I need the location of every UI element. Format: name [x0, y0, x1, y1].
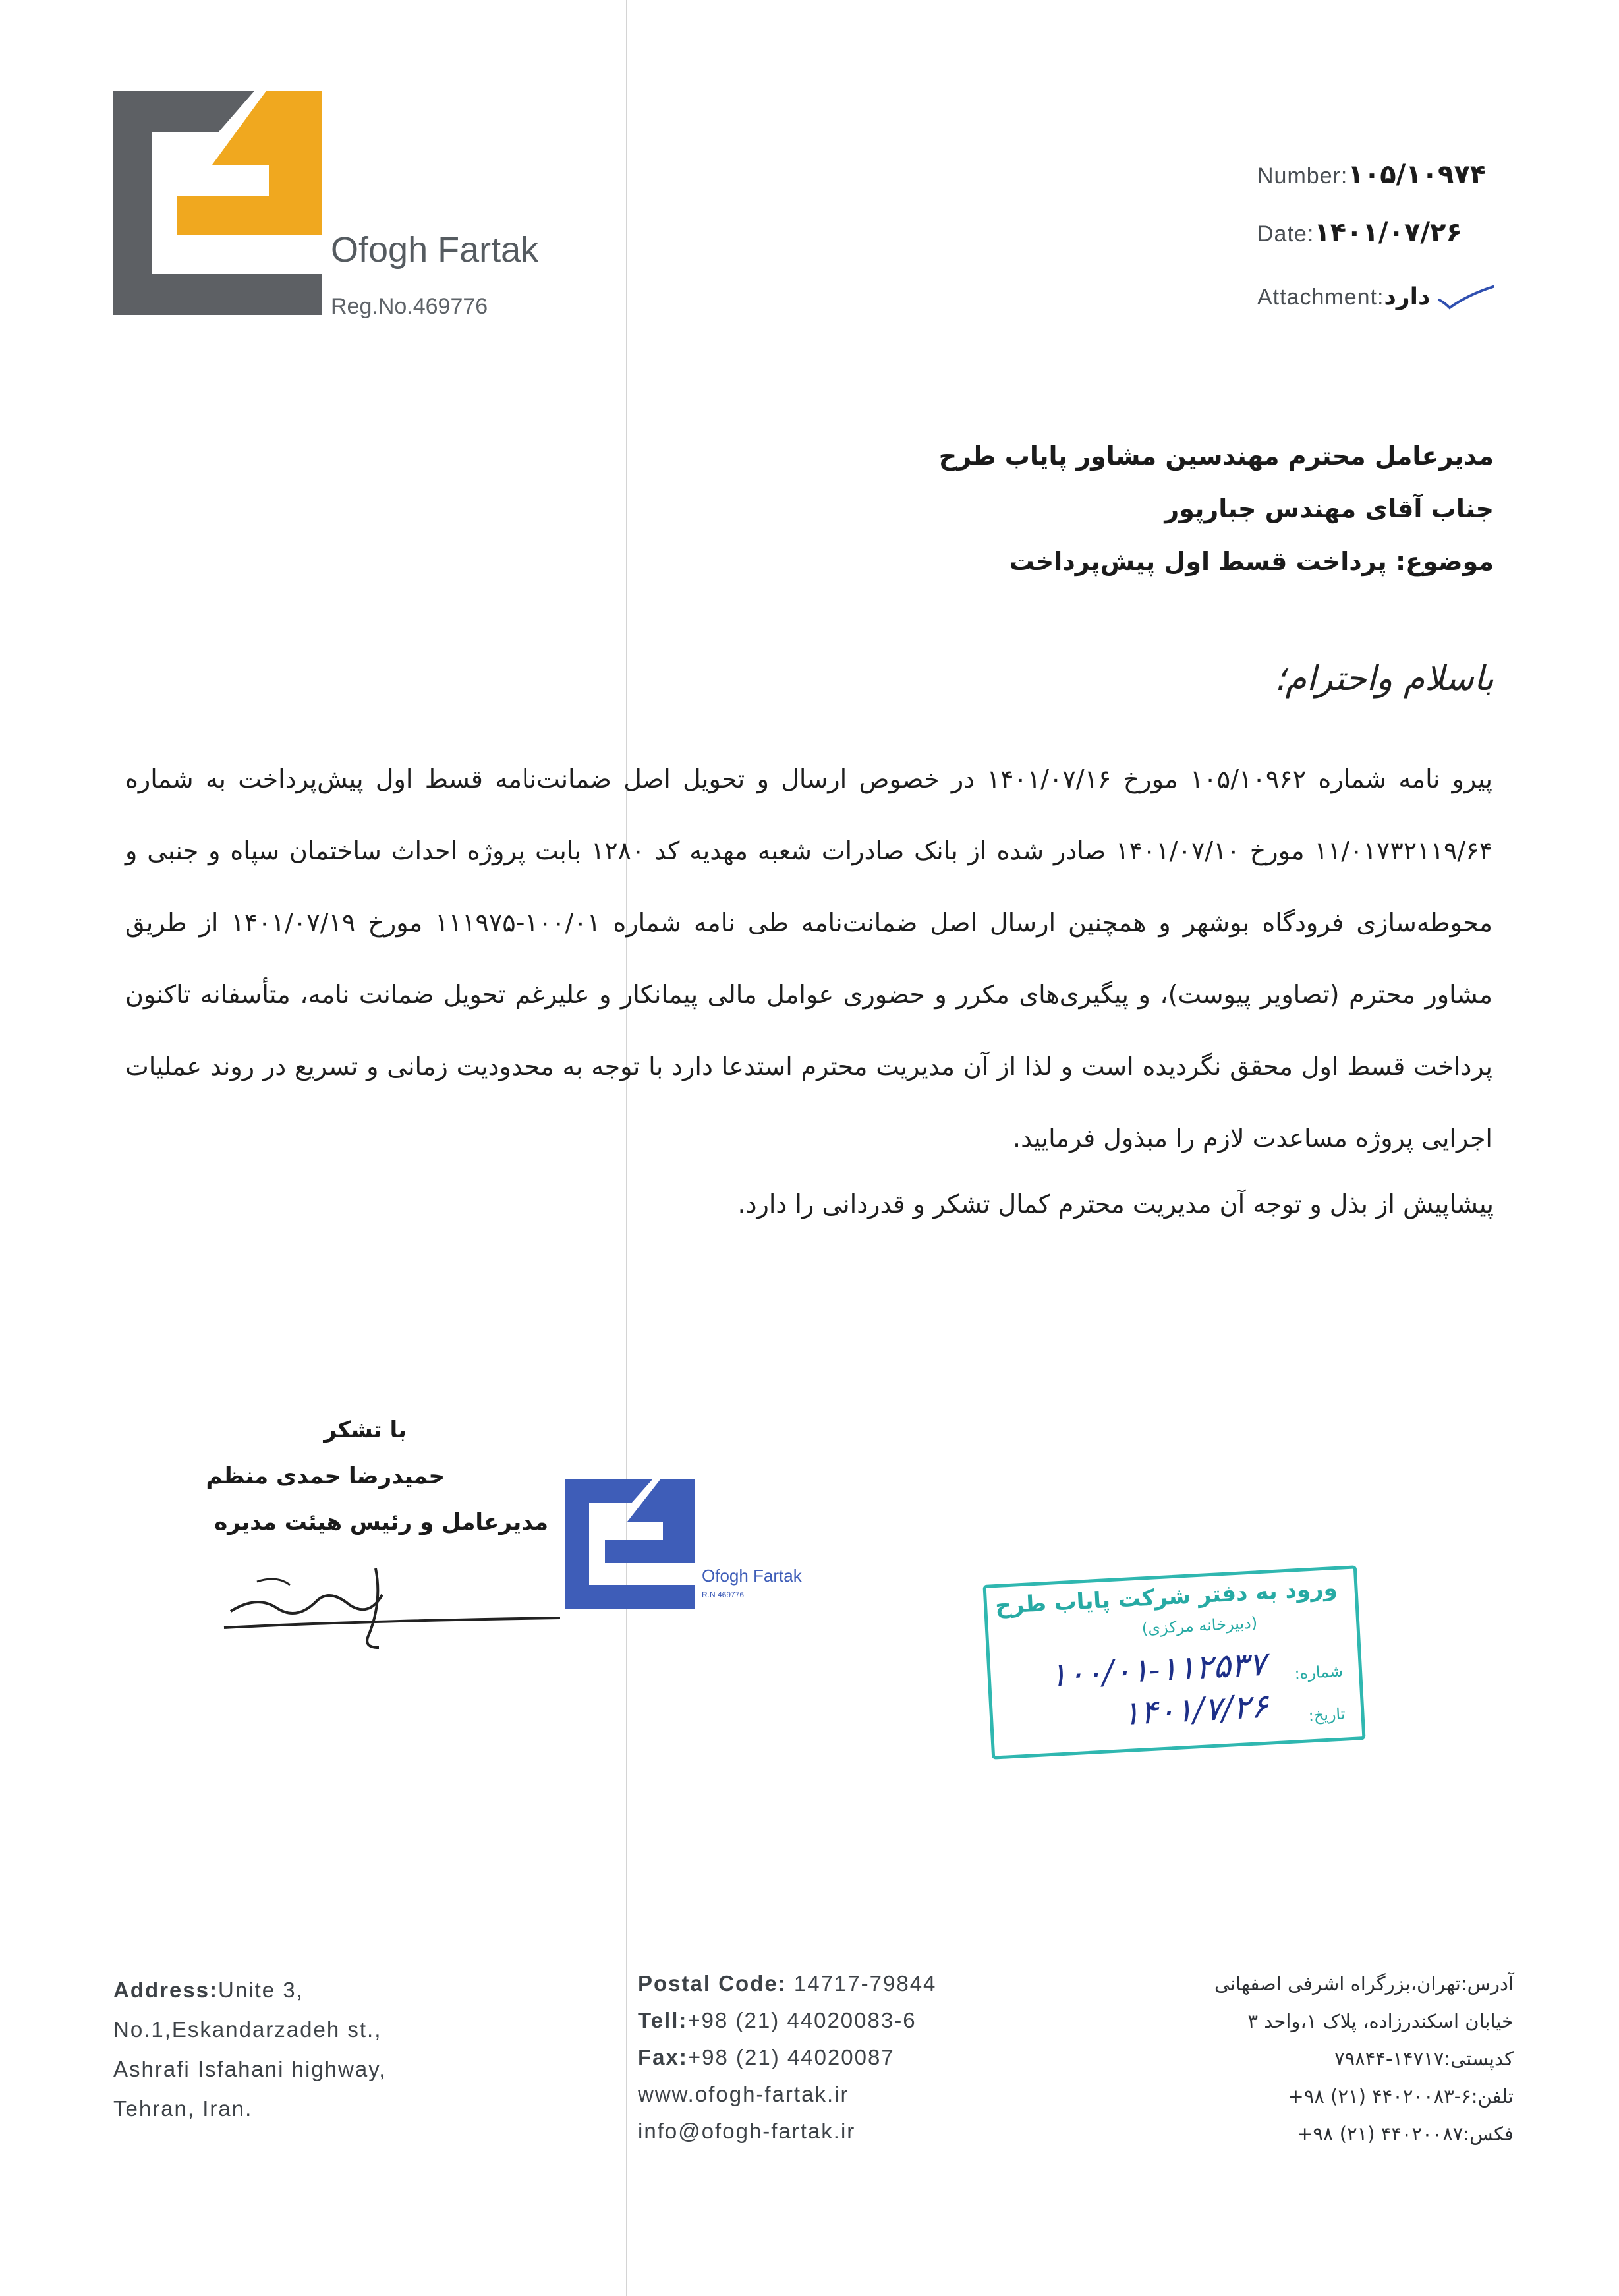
fa-footer-line: کدپستی:۱۴۷۱۷-۷۹۸۴۴ — [1334, 2048, 1514, 2070]
fa-footer-line: خیابان اسکندرزاده، پلاک ۱،واحد ۳ — [1247, 2010, 1514, 2032]
address-line: No.1,Eskandarzadeh st., — [113, 2017, 382, 2042]
receipt-number-value: ۱۰۰/۰۱-۱۱۲۵۳۷ — [1048, 1644, 1267, 1694]
receipt-date-value: ۱۴۰۱/۷/۲۶ — [1121, 1686, 1270, 1733]
stamp-company-name: Ofogh Fartak — [702, 1566, 802, 1586]
footer-contact — [638, 1965, 936, 2150]
letter-body: پیرو نامه شماره ۱۰۵/۱۰۹۶۲ مورخ ۱۴۰۱/۰۷/۱۶ در خصوص ارسال و تحویل اصل ضمانت‌نامه قسط اول پیش‌پرداخت به شماره ۱۱/۰۱۷۳۲۱۱۹/۶۴ مورخ ۱۴۰۱/۰۷/۱۰ صادر شده از بانک صادرات شعبه مهدیه کد ۱۲۸۰ بابت پروژه احداث ساختمان سپاه و جنبی و محوطه‌سازی فرودگاه بوشهر و همچنین ارسال اصل ضمانت‌نامه طی نامه شماره ۱۰۰/۰۱-۱۱۱۹۷۵ مورخ ۱۴۰۱/۰۷/۱۹ از طریق مشاور محترم (تصاویر پیوست)، و پیگیری‌های مکرر و حضوری عوامل مالی پیمانکار و علیرغم تحویل ضمانت نامه، متأسفانه تاکنون پرداخت قسط اول محقق نگردیده است و لذا از آن مدیریت محترم استدعا دارد با توجه به محدودیت زمانی و تسریع در روند عملیات اجرایی پروژه مساعدت لازم را مبذول فرمایید. — [125, 764, 1493, 1153]
fa-footer-line: آدرس:تهران،بزرگراه اشرفی اصفهانی — [1214, 1972, 1514, 1995]
receipt-stamp-subtitle: (دبیرخانه مرکزی) — [1141, 1613, 1258, 1638]
tel-label: Tell: — [638, 2008, 688, 2032]
receipt-date-label: تاریخ: — [1307, 1704, 1346, 1725]
footer-persian-address — [1214, 1965, 1514, 2153]
address-label: Address: — [113, 1978, 219, 2002]
attachment-value: دارد — [1384, 283, 1431, 310]
fax-value: +98 (21) 44020087 — [687, 2045, 895, 2069]
attachment-label: Attachment: — [1257, 285, 1384, 310]
address-line: Ashrafi Isfahani highway, — [113, 2057, 387, 2081]
address-line: Unite 3, — [218, 1978, 304, 2002]
website-link[interactable]: www.ofogh-fartak.ir — [638, 2082, 849, 2106]
postal-label: Postal Code: — [638, 1971, 787, 1995]
company-logo-icon — [113, 91, 322, 315]
footer-address — [113, 1970, 386, 2129]
greeting: باسلام واحترام؛ — [1274, 659, 1494, 699]
fa-footer-line: فکس:۴۴۰۲۰۰۸۷ (۲۱) ۹۸+ — [1297, 2123, 1514, 2145]
letter-attachment — [1257, 283, 1496, 312]
letter-date — [1257, 217, 1462, 248]
email-link[interactable]: info@ofogh-fartak.ir — [638, 2119, 856, 2143]
receipt-stamp-title: ورود به دفتر شرکت پایاب طرح — [994, 1574, 1338, 1620]
number-value: ۱۰۵/۱۰۹۷۴ — [1348, 159, 1487, 190]
company-stamp-icon — [565, 1479, 695, 1609]
number-label: Number: — [1257, 163, 1348, 188]
date-value: ۱۴۰۱/۰۷/۲۶ — [1314, 217, 1462, 248]
company-name: Ofogh Fartak — [331, 230, 539, 270]
signatory-name: حمیدرضا حمدی منظم — [206, 1463, 445, 1489]
tel-value: +98 (21) 44020083-6 — [687, 2008, 917, 2032]
stamp-company-reg: R.N 469776 — [702, 1590, 745, 1599]
recipient-line-2: جناب آقای مهندس جبارپور — [1164, 494, 1494, 523]
recipient-line-1: مدیرعامل محترم مهندسین مشاور پایاب طرح — [938, 442, 1494, 471]
letter-closing: پیشاپیش از بذل و توجه آن مدیریت محترم کمال تشکر و قدردانی را دارد. — [737, 1190, 1494, 1219]
address-line: Tehran, Iran. — [113, 2096, 253, 2121]
checkmark-icon — [1436, 285, 1496, 312]
receipt-number-label: شماره: — [1293, 1661, 1344, 1683]
signatory-title: مدیرعامل و رئیس هیئت مدیره — [214, 1509, 548, 1535]
fax-label: Fax: — [638, 2045, 688, 2069]
date-label: Date: — [1257, 221, 1315, 246]
fa-footer-line: تلفن:۶-۴۴۰۲۰۰۸۳ (۲۱) ۹۸+ — [1288, 2085, 1514, 2108]
postal-value: 14717-79844 — [793, 1971, 937, 1995]
letter-subject: موضوع: پرداخت قسط اول پیش‌پرداخت — [1009, 547, 1494, 576]
company-reg-no: Reg.No.469776 — [331, 294, 488, 319]
signature-thanks: با تشکر — [324, 1417, 407, 1443]
receipt-stamp — [982, 1565, 1365, 1759]
letter-number — [1257, 159, 1486, 190]
handwritten-signature — [217, 1555, 560, 1654]
